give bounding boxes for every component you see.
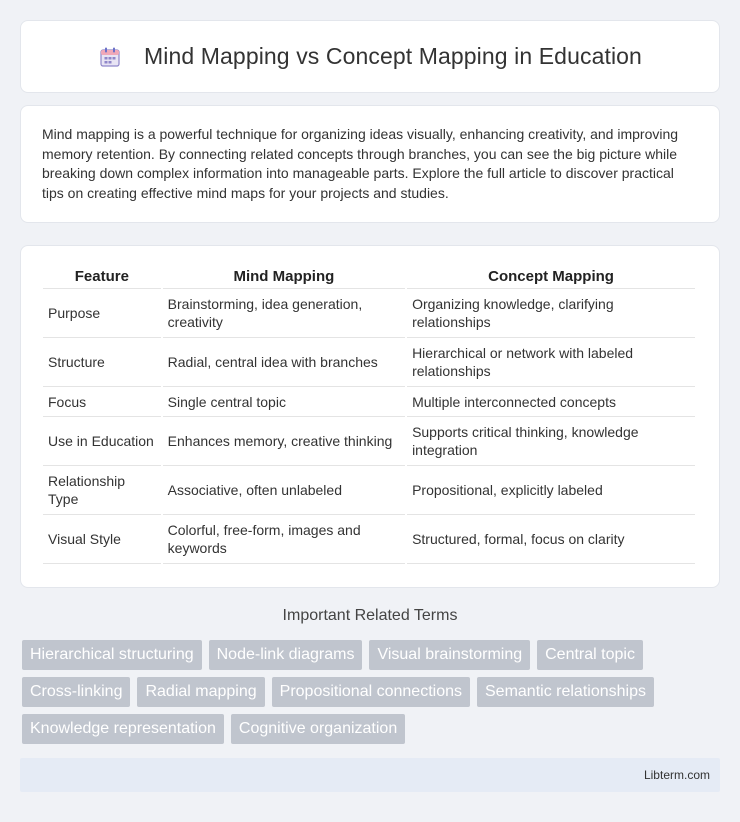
table-cell-mind-mapping: Radial, central idea with branches xyxy=(163,338,405,387)
table-cell-feature: Relationship Type xyxy=(43,466,161,515)
term-tag[interactable]: Semantic relationships xyxy=(477,677,654,707)
related-terms-title: Important Related Terms xyxy=(282,607,458,624)
table-row xyxy=(43,387,695,417)
related-terms-list xyxy=(22,640,722,751)
title-wrap xyxy=(98,43,642,70)
table-row xyxy=(43,417,695,466)
term-tag[interactable]: Central topic xyxy=(537,640,643,670)
table-cell-feature: Focus xyxy=(43,387,161,417)
term-tag[interactable]: Node-link diagrams xyxy=(209,640,363,670)
calendar-icon xyxy=(98,45,122,69)
terms-row xyxy=(22,677,722,707)
table-cell-concept-mapping: Propositional, explicitly labeled xyxy=(407,466,695,515)
term-tag[interactable]: Visual brainstorming xyxy=(369,640,530,670)
term-tag[interactable]: Cross-linking xyxy=(22,677,130,707)
table-cell-mind-mapping: Associative, often unlabeled xyxy=(163,466,405,515)
table-row xyxy=(43,515,695,564)
table-cell-concept-mapping: Multiple interconnected concepts xyxy=(407,387,695,417)
term-tag[interactable]: Hierarchical structuring xyxy=(22,640,202,670)
table-cell-feature: Purpose xyxy=(43,289,161,338)
header-card xyxy=(20,20,720,93)
table-cell-feature: Structure xyxy=(43,338,161,387)
table-cell-mind-mapping: Enhances memory, creative thinking xyxy=(163,417,405,466)
table-cell-concept-mapping: Structured, formal, focus on clarity xyxy=(407,515,695,564)
footer xyxy=(20,758,720,792)
table-cell-concept-mapping: Organizing knowledge, clarifying relationships xyxy=(407,289,695,338)
table-cell-feature: Use in Education xyxy=(43,417,161,466)
term-tag[interactable]: Cognitive organization xyxy=(231,714,405,744)
table-cell-mind-mapping: Colorful, free-form, images and keywords xyxy=(163,515,405,564)
table-cell-feature: Visual Style xyxy=(43,515,161,564)
term-tag[interactable]: Knowledge representation xyxy=(22,714,224,744)
comparison-card xyxy=(20,245,720,588)
page-title: Mind Mapping vs Concept Mapping in Education xyxy=(144,43,642,69)
table-row xyxy=(43,466,695,515)
table-row xyxy=(43,338,695,387)
column-header-concept-mapping: Concept Mapping xyxy=(407,266,695,289)
table-cell-mind-mapping: Brainstorming, idea generation, creativity xyxy=(163,289,405,338)
column-header-mind-mapping: Mind Mapping xyxy=(163,266,405,289)
term-tag[interactable]: Radial mapping xyxy=(137,677,264,707)
terms-row xyxy=(22,714,722,744)
terms-row xyxy=(22,640,722,670)
intro-card xyxy=(20,105,720,223)
term-tag[interactable]: Propositional connections xyxy=(272,677,470,707)
intro-paragraph: Mind mapping is a powerful technique for organizing ideas visually, enhancing creativity, and improving memory retention. By connecting related concepts through branches, you can see the big picture while breaking down complex information into manageable parts. Explore the full article to discover practical tips on creating effective mind maps for your projects and studies. xyxy=(42,126,679,201)
comparison-table xyxy=(41,266,697,564)
table-cell-concept-mapping: Hierarchical or network with labeled relationships xyxy=(407,338,695,387)
column-header-feature: Feature xyxy=(43,266,161,289)
table-header-row xyxy=(43,266,695,289)
table-row xyxy=(43,289,695,338)
footer-brand-link[interactable]: Libterm.com xyxy=(643,768,710,782)
table-cell-concept-mapping: Supports critical thinking, knowledge integration xyxy=(407,417,695,466)
table-cell-mind-mapping: Single central topic xyxy=(163,387,405,417)
